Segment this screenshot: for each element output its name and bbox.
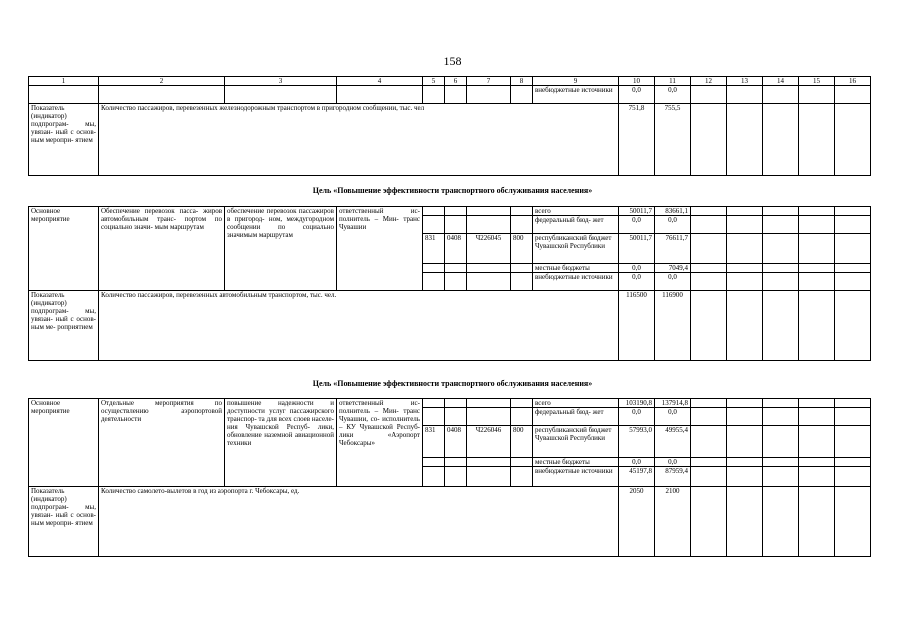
value-2020: 76611,7 [655,234,691,264]
col-header: 6 [445,77,467,86]
value-2019: 0,0 [619,86,655,104]
funding-source: всего [533,207,619,216]
value-2020: 0,0 [655,216,691,234]
event-goal: обеспечение перевозок пассажиров в пригород- ном, междугородном сообщении по социально значимым маршрутам [225,207,337,291]
value-2020: 0,0 [655,86,691,104]
budget-code-gov: 831 [423,426,445,458]
funding-source: местные бюджеты [533,458,619,467]
budget-code-section: 0408 [445,426,467,458]
col-header: 5 [423,77,445,86]
budget-code-type: 800 [511,426,533,458]
value-2019: 0,0 [619,408,655,426]
value-2020: 87959,4 [655,467,691,487]
value-2019: 0,0 [619,264,655,273]
value-2020: 83661,1 [655,207,691,216]
event-executor: ответственный ис- полнитель – Мин- транс Чувашии, со- исполнитель – КУ Чувашской Респуб- лики «Аэропорт Чебоксары» [337,399,423,487]
event-type: Основное мероприятие [29,399,99,487]
col-header: 13 [727,77,763,86]
col-header: 12 [691,77,727,86]
budget-code-section: 0408 [445,234,467,264]
value-2020: 137914,8 [655,399,691,408]
col-header: 11 [655,77,691,86]
col-header: 4 [337,77,423,86]
budget-code-gov: 831 [423,234,445,264]
column-number-row [29,77,871,86]
value-2019: 103190,8 [619,399,655,408]
value-2020: 49955,4 [655,426,691,458]
value-2019: 0,0 [619,273,655,291]
value-2019: 116500 [619,291,655,361]
funding-source: республиканский бюджет Чувашской Республики [533,234,619,264]
value-2019: 0,0 [619,458,655,467]
table-row [29,86,871,104]
col-header: 2 [99,77,225,86]
event-type: Основное мероприятие [29,207,99,291]
funding-source: федеральный бюд- жет [533,408,619,426]
col-header: 14 [763,77,799,86]
indicator-label: Показатель (индикатор) подпрограм- мы, увязан- ный с основ- ным меропри- ятием [29,104,99,176]
indicator-text: Количество самолето-вылетов в год из аэропорта г. Чебоксары, ед. [99,487,619,557]
indicator-row [29,104,871,176]
value-2020: 7049,4 [655,264,691,273]
event-executor: ответственный ис- полнитель – Мин- транс Чувашии [337,207,423,291]
funding-source: республиканский бюджет Чувашской Республики [533,426,619,458]
col-header: 7 [467,77,511,86]
value-2020: 755,5 [655,104,691,176]
budget-code-type: 800 [511,234,533,264]
goal-heading: Цель «Повышение эффективности транспортного обслуживания населения» [312,379,593,388]
col-header: 15 [799,77,835,86]
indicator-text: Количество пассажиров, перевезенных железнодорожным транспортом в пригородном сообщении, тыс. чел [99,104,619,176]
value-2019: 50011,7 [619,234,655,264]
value-2019: 2050 [619,487,655,557]
value-2020: 0,0 [655,273,691,291]
page-number: 158 [443,54,462,68]
col-header: 10 [619,77,655,86]
value-2019: 45197,8 [619,467,655,487]
table-row [29,399,871,408]
program-table-block1 [28,206,871,361]
value-2019: 57993,0 [619,426,655,458]
col-header: 8 [511,77,533,86]
budget-code-target: Ч226045 [467,234,511,264]
value-2020: 0,0 [655,458,691,467]
indicator-text: Количество пассажиров, перевезенных автомобильным транспортом, тыс. чел. [99,291,619,361]
funding-source: внебюджетные источники [533,273,619,291]
indicator-row [29,487,871,557]
col-header: 16 [835,77,871,86]
funding-source: федеральный бюд- жет [533,216,619,234]
program-table-top [28,76,871,176]
col-header: 3 [225,77,337,86]
event-goal: повышение надежности и доступности услуг пассажирского транспор- та для всех слоев населе- ния Чувашской Респуб- лики, обновление наземной авиационной техники [225,399,337,487]
table-row [29,207,871,216]
indicator-row [29,291,871,361]
value-2019: 0,0 [619,216,655,234]
budget-code-target: Ч226046 [467,426,511,458]
indicator-label: Показатель (индикатор) подпрограм- мы, увязан- ный с основ- ным меропри- ятием [29,487,99,557]
program-table-block2 [28,398,871,557]
event-name: Обеспечение перевозок пасса- жиров автомобильным транс- портом по социально значи- мым маршрутам [99,207,225,291]
goal-heading: Цель «Повышение эффективности транспортного обслуживания населения» [312,186,593,195]
value-2020: 116900 [655,291,691,361]
value-2020: 2100 [655,487,691,557]
indicator-label: Показатель (индикатор) подпрограм- мы, увязан- ный с основ- ным ме- роприятием [29,291,99,361]
col-header: 9 [533,77,619,86]
funding-source: внебюджетные источники [533,467,619,487]
value-2019: 50011,7 [619,207,655,216]
event-name: Отдельные мероприятия по осуществлению аэропортовой деятельности [99,399,225,487]
col-header: 1 [29,77,99,86]
value-2020: 0,0 [655,408,691,426]
funding-source: внебюджетные источники [533,86,619,104]
value-2019: 751,8 [619,104,655,176]
funding-source: всего [533,399,619,408]
funding-source: местные бюджеты [533,264,619,273]
